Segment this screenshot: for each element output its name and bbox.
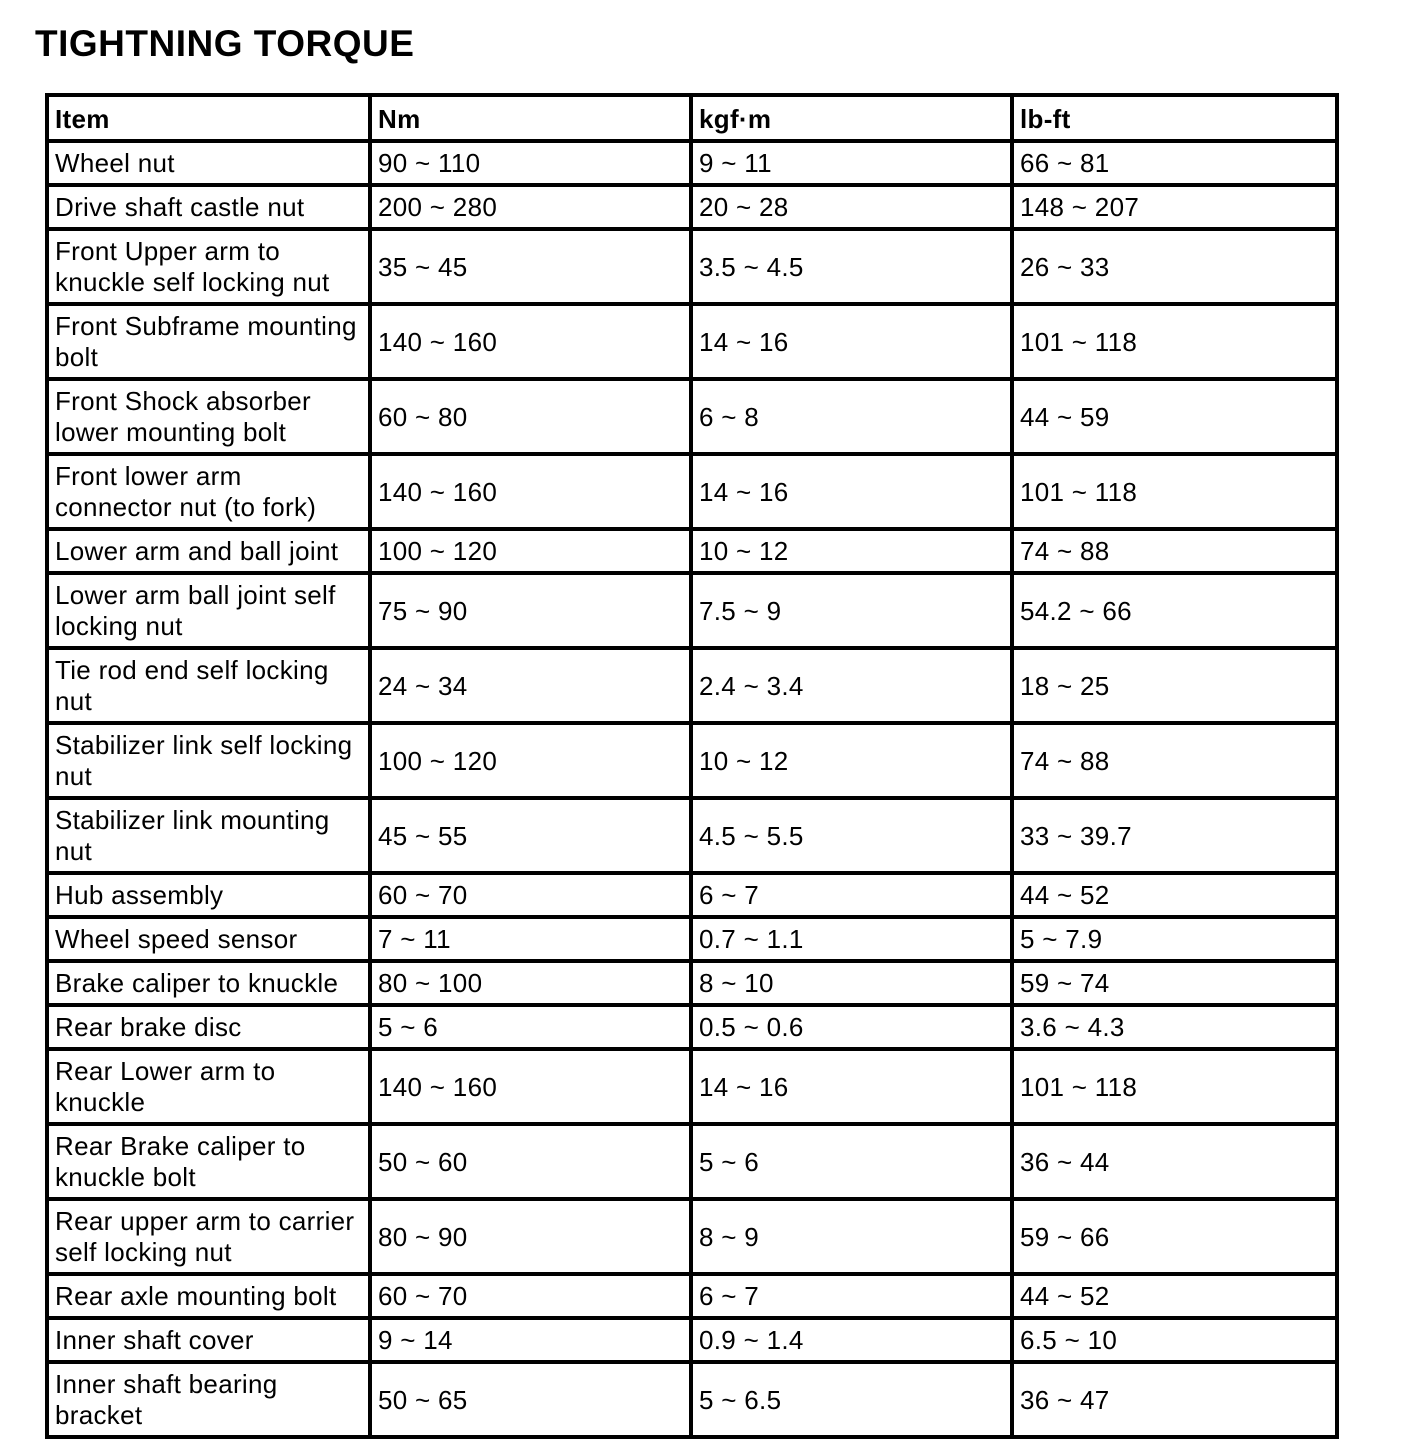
table-row bbox=[47, 573, 1337, 648]
cell-lbft: 148 ~ 207 bbox=[1012, 185, 1337, 229]
cell-nm: 140 ~ 160 bbox=[370, 1049, 691, 1124]
table-row bbox=[47, 1362, 1337, 1437]
cell-item: Rear Lower arm to knuckle bbox=[47, 1049, 370, 1124]
cell-lbft: 59 ~ 66 bbox=[1012, 1199, 1337, 1274]
cell-nm: 50 ~ 60 bbox=[370, 1124, 691, 1199]
cell-nm: 90 ~ 110 bbox=[370, 141, 691, 185]
table-row bbox=[47, 1274, 1337, 1318]
cell-nm: 100 ~ 120 bbox=[370, 723, 691, 798]
cell-nm: 9 ~ 14 bbox=[370, 1318, 691, 1362]
cell-item: Wheel speed sensor bbox=[47, 917, 370, 961]
table-row bbox=[47, 917, 1337, 961]
cell-kgfm: 7.5 ~ 9 bbox=[691, 573, 1012, 648]
cell-item: Inner shaft cover bbox=[47, 1318, 370, 1362]
cell-nm: 50 ~ 65 bbox=[370, 1362, 691, 1437]
cell-lbft: 44 ~ 59 bbox=[1012, 379, 1337, 454]
table-row bbox=[47, 1124, 1337, 1199]
cell-nm: 200 ~ 280 bbox=[370, 185, 691, 229]
cell-item: Lower arm and ball joint bbox=[47, 529, 370, 573]
table-row bbox=[47, 1049, 1337, 1124]
cell-item: Front lower arm connector nut (to fork) bbox=[47, 454, 370, 529]
table-row bbox=[47, 529, 1337, 573]
cell-kgfm: 3.5 ~ 4.5 bbox=[691, 229, 1012, 304]
table-row bbox=[47, 141, 1337, 185]
cell-item: Brake caliper to knuckle bbox=[47, 961, 370, 1005]
cell-lbft: 66 ~ 81 bbox=[1012, 141, 1337, 185]
cell-item: Wheel nut bbox=[47, 141, 370, 185]
cell-lbft: 74 ~ 88 bbox=[1012, 529, 1337, 573]
cell-lbft: 6.5 ~ 10 bbox=[1012, 1318, 1337, 1362]
table-row bbox=[47, 1318, 1337, 1362]
torque-table bbox=[45, 93, 1339, 1439]
cell-kgfm: 0.5 ~ 0.6 bbox=[691, 1005, 1012, 1049]
cell-nm: 35 ~ 45 bbox=[370, 229, 691, 304]
cell-nm: 60 ~ 80 bbox=[370, 379, 691, 454]
cell-nm: 75 ~ 90 bbox=[370, 573, 691, 648]
cell-kgfm: 9 ~ 11 bbox=[691, 141, 1012, 185]
cell-kgfm: 14 ~ 16 bbox=[691, 454, 1012, 529]
cell-kgfm: 0.9 ~ 1.4 bbox=[691, 1318, 1012, 1362]
cell-nm: 140 ~ 160 bbox=[370, 454, 691, 529]
column-header-lbft: lb-ft bbox=[1012, 95, 1337, 141]
cell-item: Stabilizer link self locking nut bbox=[47, 723, 370, 798]
cell-lbft: 101 ~ 118 bbox=[1012, 454, 1337, 529]
cell-lbft: 44 ~ 52 bbox=[1012, 1274, 1337, 1318]
table-row bbox=[47, 873, 1337, 917]
table-row bbox=[47, 185, 1337, 229]
table-row bbox=[47, 454, 1337, 529]
cell-lbft: 101 ~ 118 bbox=[1012, 1049, 1337, 1124]
cell-kgfm: 20 ~ 28 bbox=[691, 185, 1012, 229]
page-title: TIGHTNING TORQUE bbox=[35, 23, 415, 64]
cell-nm: 45 ~ 55 bbox=[370, 798, 691, 873]
cell-lbft: 36 ~ 47 bbox=[1012, 1362, 1337, 1437]
cell-item: Drive shaft castle nut bbox=[47, 185, 370, 229]
cell-nm: 80 ~ 100 bbox=[370, 961, 691, 1005]
cell-item: Inner shaft bearing bracket bbox=[47, 1362, 370, 1437]
cell-kgfm: 14 ~ 16 bbox=[691, 1049, 1012, 1124]
table-row bbox=[47, 229, 1337, 304]
table-row bbox=[47, 648, 1337, 723]
cell-nm: 80 ~ 90 bbox=[370, 1199, 691, 1274]
cell-lbft: 36 ~ 44 bbox=[1012, 1124, 1337, 1199]
cell-nm: 60 ~ 70 bbox=[370, 1274, 691, 1318]
cell-lbft: 54.2 ~ 66 bbox=[1012, 573, 1337, 648]
cell-kgfm: 10 ~ 12 bbox=[691, 723, 1012, 798]
cell-lbft: 26 ~ 33 bbox=[1012, 229, 1337, 304]
cell-item: Hub assembly bbox=[47, 873, 370, 917]
cell-lbft: 33 ~ 39.7 bbox=[1012, 798, 1337, 873]
cell-lbft: 101 ~ 118 bbox=[1012, 304, 1337, 379]
cell-item: Rear brake disc bbox=[47, 1005, 370, 1049]
table-row bbox=[47, 723, 1337, 798]
cell-kgfm: 5 ~ 6.5 bbox=[691, 1362, 1012, 1437]
cell-kgfm: 8 ~ 10 bbox=[691, 961, 1012, 1005]
cell-item: Rear axle mounting bolt bbox=[47, 1274, 370, 1318]
cell-nm: 60 ~ 70 bbox=[370, 873, 691, 917]
cell-kgfm: 6 ~ 8 bbox=[691, 379, 1012, 454]
cell-kgfm: 4.5 ~ 5.5 bbox=[691, 798, 1012, 873]
table-row bbox=[47, 379, 1337, 454]
cell-kgfm: 0.7 ~ 1.1 bbox=[691, 917, 1012, 961]
cell-nm: 100 ~ 120 bbox=[370, 529, 691, 573]
cell-item: Front Shock absorber lower mounting bolt bbox=[47, 379, 370, 454]
table-row bbox=[47, 961, 1337, 1005]
cell-lbft: 74 ~ 88 bbox=[1012, 723, 1337, 798]
cell-kgfm: 8 ~ 9 bbox=[691, 1199, 1012, 1274]
table-header-row bbox=[47, 95, 1337, 141]
table-row bbox=[47, 798, 1337, 873]
cell-item: Rear Brake caliper to knuckle bolt bbox=[47, 1124, 370, 1199]
cell-nm: 24 ~ 34 bbox=[370, 648, 691, 723]
cell-item: Tie rod end self locking nut bbox=[47, 648, 370, 723]
column-header-kgfm: kgf·m bbox=[691, 95, 1012, 141]
cell-lbft: 44 ~ 52 bbox=[1012, 873, 1337, 917]
cell-kgfm: 10 ~ 12 bbox=[691, 529, 1012, 573]
cell-lbft: 59 ~ 74 bbox=[1012, 961, 1337, 1005]
cell-kgfm: 6 ~ 7 bbox=[691, 1274, 1012, 1318]
cell-kgfm: 6 ~ 7 bbox=[691, 873, 1012, 917]
cell-item: Rear upper arm to carrier self locking nut bbox=[47, 1199, 370, 1274]
cell-lbft: 3.6 ~ 4.3 bbox=[1012, 1005, 1337, 1049]
cell-item: Front Upper arm to knuckle self locking nut bbox=[47, 229, 370, 304]
cell-nm: 7 ~ 11 bbox=[370, 917, 691, 961]
cell-nm: 5 ~ 6 bbox=[370, 1005, 691, 1049]
cell-item: Lower arm ball joint self locking nut bbox=[47, 573, 370, 648]
cell-lbft: 18 ~ 25 bbox=[1012, 648, 1337, 723]
table-row bbox=[47, 1199, 1337, 1274]
table-row bbox=[47, 304, 1337, 379]
cell-lbft: 5 ~ 7.9 bbox=[1012, 917, 1337, 961]
cell-kgfm: 5 ~ 6 bbox=[691, 1124, 1012, 1199]
cell-item: Front Subframe mounting bolt bbox=[47, 304, 370, 379]
cell-nm: 140 ~ 160 bbox=[370, 304, 691, 379]
table-row bbox=[47, 1005, 1337, 1049]
cell-item: Stabilizer link mounting nut bbox=[47, 798, 370, 873]
cell-kgfm: 14 ~ 16 bbox=[691, 304, 1012, 379]
cell-kgfm: 2.4 ~ 3.4 bbox=[691, 648, 1012, 723]
column-header-nm: Nm bbox=[370, 95, 691, 141]
column-header-item: Item bbox=[47, 95, 370, 141]
